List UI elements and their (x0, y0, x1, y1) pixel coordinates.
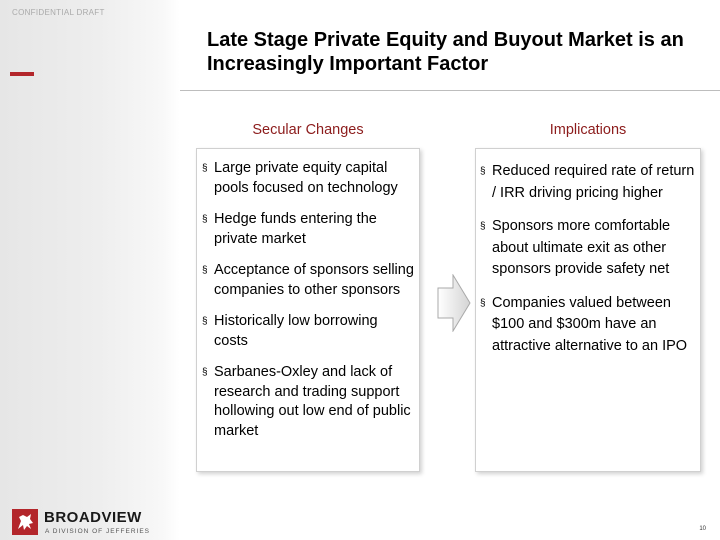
list-item-text: Historically low borrowing costs (214, 313, 378, 349)
implications-heading: Implications (549, 122, 627, 138)
implications-box (475, 148, 701, 472)
list-item (480, 216, 698, 281)
list-item-text: Large private equity capital pools focused on technology (214, 160, 398, 196)
list-item-text: Acceptance of sponsors selling companies to other sponsors (214, 262, 414, 298)
logo-wordmark: BROADVIEW (44, 509, 142, 526)
bullet-icon: § (202, 214, 208, 225)
lion-crest-icon (12, 509, 38, 535)
accent-bar (10, 72, 34, 76)
bullet-icon: § (202, 265, 208, 276)
list-item (202, 261, 415, 300)
title-divider (180, 90, 720, 91)
broadview-logo (12, 509, 172, 539)
confidential-label: CONFIDENTIAL DRAFT (12, 8, 105, 17)
secular-changes-heading: Secular Changes (252, 122, 364, 138)
page-number: 10 (699, 526, 706, 532)
list-item (202, 210, 415, 249)
implications-list (480, 161, 698, 369)
secular-changes-list (202, 159, 415, 453)
list-item (202, 312, 415, 351)
bullet-icon: § (480, 166, 486, 177)
list-item-text: Sarbanes-Oxley and lack of research and trading support hollowing out low end of public market (214, 364, 411, 439)
secular-changes-box (196, 148, 420, 472)
list-item (480, 293, 698, 358)
bullet-icon: § (202, 367, 208, 378)
list-item (202, 363, 415, 441)
sidebar-gradient (0, 0, 180, 540)
bullet-icon: § (202, 316, 208, 327)
list-item (480, 161, 698, 204)
list-item-text: Sponsors more comfortable about ultimate exit as other sponsors provide safety net (492, 218, 671, 277)
logo-subtitle: A DIVISION OF JEFFERIES (45, 528, 150, 535)
right-arrow-icon (437, 274, 471, 332)
bullet-icon: § (202, 163, 208, 174)
bullet-icon: § (480, 221, 486, 232)
list-item-text: Companies valued between $100 and $300m have an attractive alternative to an IPO (492, 294, 688, 354)
bullet-icon: § (480, 297, 486, 309)
list-item (202, 159, 415, 198)
list-item-text: Reduced required rate of return / IRR driving pricing higher (492, 163, 695, 201)
page-title: Late Stage Private Equity and Buyout Market is an Increasingly Important Factor (207, 29, 684, 75)
list-item-text: Hedge funds entering the private market (214, 211, 377, 247)
